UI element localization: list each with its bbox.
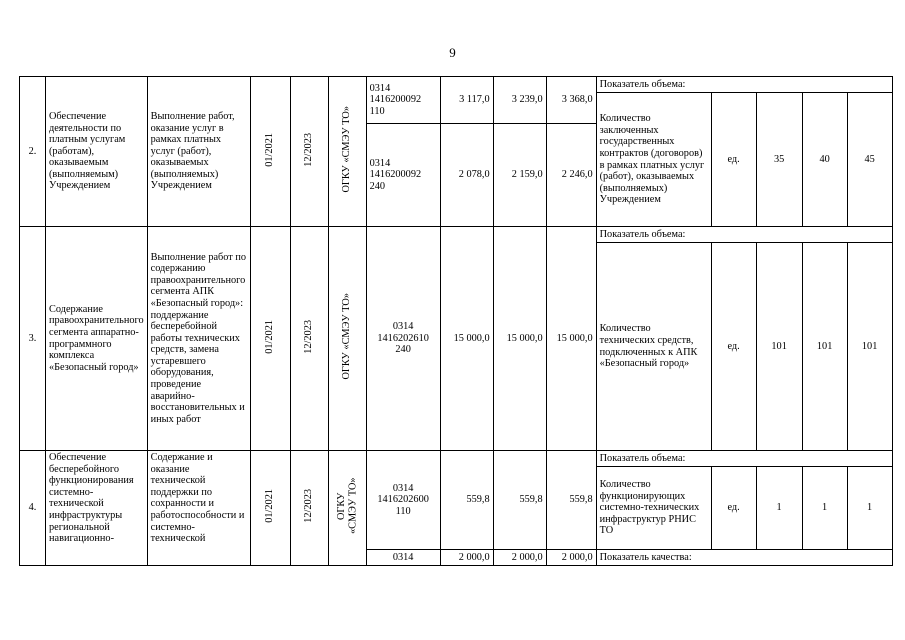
- indicator-value-2: 101: [802, 243, 847, 451]
- table-row: [20, 227, 893, 243]
- program-activities-table: [19, 76, 893, 566]
- funding-year-2: 2 000,0: [493, 550, 546, 566]
- event-description: Содержание и оказание технической поддержки по сохранности и работоспособности и системно-технической: [147, 451, 250, 566]
- start-date-cell: [250, 451, 290, 566]
- indicator-name: Количество технических средств, подключенных к АПК «Безопасный город»: [596, 243, 711, 451]
- row-number: 3.: [20, 227, 46, 451]
- funding-year-1: 3 117,0: [440, 77, 493, 124]
- funding-year-3: 2 000,0: [546, 550, 596, 566]
- indicator-name: Количество заключенных государственных контрактов (договоров) в рамках платных услуг (работ), оказываемых (выполняемых) Учреждением: [596, 93, 711, 227]
- indicator-unit: ед.: [711, 243, 756, 451]
- event-name: Обеспечение бесперебойного функционирования системно-технической инфраструктуры региональной навигационно-: [46, 451, 148, 566]
- funding-year-3: 2 246,0: [546, 124, 596, 227]
- kbk-code: 0314 1416202610 240: [366, 227, 440, 451]
- end-date-cell: [290, 227, 328, 451]
- indicator-value-3: 101: [847, 243, 892, 451]
- start-date: 01/2021: [264, 319, 276, 354]
- indicator-unit: ед.: [711, 467, 756, 550]
- kbk-code: 0314 1416202600 110: [366, 451, 440, 550]
- table-row: [20, 451, 893, 467]
- end-date: 12/2023: [303, 489, 315, 524]
- kbk-code: 0314 1416200092 110: [366, 77, 440, 124]
- indicator-value-1: 1: [756, 467, 802, 550]
- indicator-value-3: 1: [847, 467, 892, 550]
- executor: ОГКУ «СМЭУ ТО»: [341, 293, 353, 380]
- indicator-value-1: 101: [756, 243, 802, 451]
- row-number: 4.: [20, 451, 46, 566]
- kbk-code: 0314: [366, 550, 440, 566]
- end-date-cell: [290, 451, 328, 566]
- page-number: 9: [449, 45, 456, 60]
- funding-year-3: 559,8: [546, 451, 596, 550]
- indicator-header: Показатель объема:: [596, 227, 892, 243]
- indicator-header: Показатель объема:: [596, 77, 892, 93]
- quality-indicator-header: Показатель качества:: [596, 550, 892, 566]
- event-description: Выполнение работ, оказание услуг в рамках платных услуг (работ), оказываемых (выполняемых) Учреждением: [147, 77, 250, 227]
- indicator-name: Количество функционирующих системно-технических инфраструктур РНИС ТО: [596, 467, 711, 550]
- end-date: 12/2023: [303, 319, 315, 354]
- funding-year-2: 2 159,0: [493, 124, 546, 227]
- funding-year-3: 3 368,0: [546, 77, 596, 124]
- event-name: Содержание правоохранительного сегмента аппаратно-программного комплекса «Безопасный город»: [46, 227, 148, 451]
- start-date: 01/2021: [264, 132, 276, 167]
- start-date: 01/2021: [264, 489, 276, 524]
- end-date: 12/2023: [303, 132, 315, 167]
- end-date-cell: [290, 77, 328, 227]
- funding-year-1: 2 078,0: [440, 124, 493, 227]
- executor-cell: [328, 77, 366, 227]
- indicator-header: Показатель объема:: [596, 451, 892, 467]
- funding-year-3: 15 000,0: [546, 227, 596, 451]
- executor-cell: [328, 227, 366, 451]
- start-date-cell: [250, 77, 290, 227]
- event-name: Обеспечение деятельности по платным услугам (работам), оказываемым (выполняемым) Учреждением: [46, 77, 148, 227]
- executor: ОГКУ «СМЭУ ТО»: [335, 477, 359, 535]
- funding-year-1: 2 000,0: [440, 550, 493, 566]
- event-description: Выполнение работ по содержанию правоохранительного сегмента АПК «Безопасный город»: поддержание бесперебойной работы технических средств, замена устаревшего оборудования, проведение аварийно-восстановительных и иных работ: [147, 227, 250, 451]
- table-row: [20, 77, 893, 93]
- kbk-code: 0314 1416200092 240: [366, 124, 440, 227]
- indicator-value-2: 40: [802, 93, 847, 227]
- row-number: 2.: [20, 77, 46, 227]
- executor-cell: [328, 451, 366, 566]
- indicator-value-2: 1: [802, 467, 847, 550]
- funding-year-2: 3 239,0: [493, 77, 546, 124]
- indicator-unit: ед.: [711, 93, 756, 227]
- funding-year-1: 559,8: [440, 451, 493, 550]
- start-date-cell: [250, 227, 290, 451]
- funding-year-1: 15 000,0: [440, 227, 493, 451]
- executor: ОГКУ «СМЭУ ТО»: [341, 106, 353, 193]
- indicator-value-3: 45: [847, 93, 892, 227]
- indicator-value-1: 35: [756, 93, 802, 227]
- funding-year-2: 15 000,0: [493, 227, 546, 451]
- funding-year-2: 559,8: [493, 451, 546, 550]
